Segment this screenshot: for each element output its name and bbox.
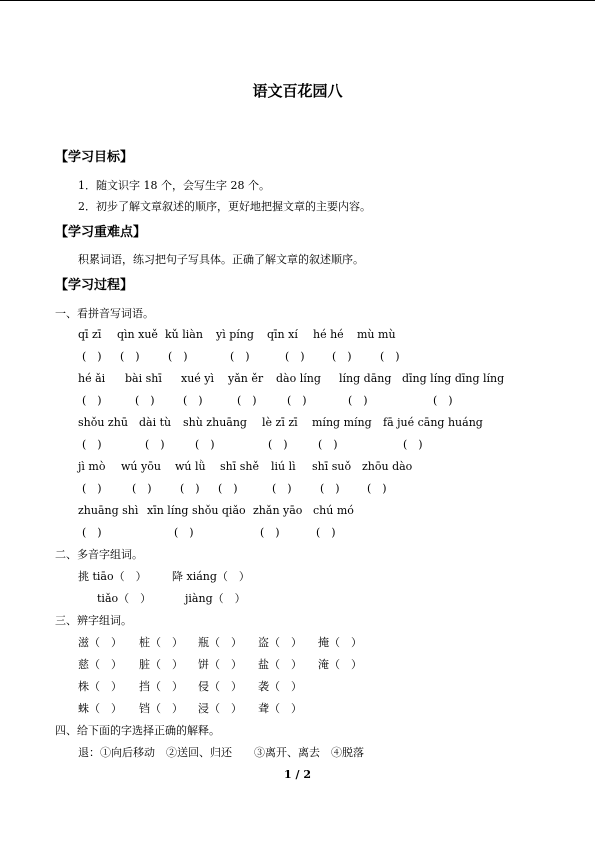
polyphone-tiao3: tiǎo（ ） xyxy=(97,592,152,605)
pinyin: shù zhuāng xyxy=(183,416,247,429)
answer-blank[interactable]: ( ) xyxy=(82,482,102,495)
pinyin: shī suǒ xyxy=(312,460,352,473)
page-title: 语文百花园八 xyxy=(252,82,343,100)
q3-heading: 三、辨字组词。 xyxy=(55,614,132,627)
answer-blank[interactable]: ( ) xyxy=(82,394,102,407)
pinyin: jì mò xyxy=(78,460,106,473)
char-item: 袭（ ） xyxy=(258,680,302,693)
pinyin: shī shě xyxy=(220,460,259,473)
answer-blank[interactable]: ( ) xyxy=(318,438,338,451)
pinyin: fā jué cāng huáng xyxy=(383,416,483,429)
pinyin: zhǎn yāo xyxy=(253,504,303,517)
char-item: 掩（ ） xyxy=(318,636,362,649)
char-item: 盗（ ） xyxy=(258,636,302,649)
answer-blank[interactable]: ( ) xyxy=(230,350,250,363)
page-number: 1 / 2 xyxy=(284,768,311,781)
char-item: 慈（ ） xyxy=(78,658,122,671)
pinyin: dīng líng dīng líng xyxy=(402,372,505,385)
answer-blank[interactable]: ( ) xyxy=(380,350,400,363)
q4-definitions: 退：①向后移动 ②送回、归还 ③离开、离去 ④脱落 xyxy=(78,746,364,759)
char-item: 株（ ） xyxy=(78,680,122,693)
char-item: 淹（ ） xyxy=(318,658,362,671)
answer-blank[interactable]: ( ) xyxy=(180,482,200,495)
pinyin: xué yì xyxy=(181,372,215,385)
pinyin: bài shī xyxy=(125,372,162,385)
pinyin: qìn xuě xyxy=(117,328,158,341)
answer-blank[interactable]: ( ) xyxy=(195,438,215,451)
answer-blank[interactable]: ( ) xyxy=(433,394,453,407)
pinyin: lè zī zī xyxy=(262,416,298,429)
char-item: 蛛（ ） xyxy=(78,702,122,715)
pinyin: xīn líng shǒu qiǎo xyxy=(147,504,246,517)
polyphone-jiang: jiàng（ ） xyxy=(185,592,246,605)
pinyin: mù mù xyxy=(357,328,396,341)
answer-blank[interactable]: ( ) xyxy=(316,526,336,539)
answer-blank[interactable]: ( ) xyxy=(320,482,340,495)
answer-blank[interactable]: ( ) xyxy=(82,350,102,363)
pinyin: qīn xí xyxy=(267,328,298,341)
answer-blank[interactable]: ( ) xyxy=(272,482,292,495)
answer-blank[interactable]: ( ) xyxy=(237,394,257,407)
section-key-points: 【学习重难点】 xyxy=(55,225,147,240)
answer-blank[interactable]: ( ) xyxy=(183,394,203,407)
pinyin: kǔ liàn xyxy=(165,328,203,341)
pinyin: wú lǜ xyxy=(175,460,206,473)
char-item: 盐（ ） xyxy=(258,658,302,671)
answer-blank[interactable]: ( ) xyxy=(120,350,140,363)
pinyin: chú mó xyxy=(313,504,354,517)
answer-blank[interactable]: ( ) xyxy=(287,394,307,407)
section-goals: 【学习目标】 xyxy=(55,150,134,165)
polyphone-tiao: 挑 tiāo（ ） xyxy=(78,570,147,583)
answer-blank[interactable]: ( ) xyxy=(348,394,368,407)
pinyin: zhuāng shì xyxy=(78,504,139,517)
pinyin: hé ǎi xyxy=(78,372,106,385)
pinyin: shǒu zhū xyxy=(78,416,128,429)
answer-blank[interactable]: ( ) xyxy=(218,482,238,495)
pinyin: wú yōu xyxy=(121,460,161,473)
char-item: 铛（ ） xyxy=(139,702,183,715)
section-process: 【学习过程】 xyxy=(55,278,134,293)
answer-blank[interactable]: ( ) xyxy=(132,482,152,495)
q4-heading: 四、给下面的字选择正确的解释。 xyxy=(55,724,220,737)
pinyin: líng dāng xyxy=(339,372,392,385)
pinyin: dào líng xyxy=(276,372,321,385)
char-item: 挡（ ） xyxy=(139,680,183,693)
key-points-text: 积累词语，练习把句子写具体。正确了解文章的叙述顺序。 xyxy=(78,253,364,266)
pinyin: zhōu dào xyxy=(362,460,413,473)
char-item: 饼（ ） xyxy=(198,658,242,671)
answer-blank[interactable]: ( ) xyxy=(82,526,102,539)
pinyin: hé hé xyxy=(313,328,344,341)
answer-blank[interactable]: ( ) xyxy=(174,526,194,539)
answer-blank[interactable]: ( ) xyxy=(285,350,305,363)
answer-blank[interactable]: ( ) xyxy=(403,438,423,451)
q2-heading: 二、多音字组词。 xyxy=(55,548,143,561)
answer-blank[interactable]: ( ) xyxy=(260,526,280,539)
top-border xyxy=(0,0,595,1)
pinyin: dài tù xyxy=(139,416,172,429)
char-item: 侵（ ） xyxy=(198,680,242,693)
char-item: 滋（ ） xyxy=(78,636,122,649)
goal-2: 2．初步了解文章叙述的顺序，更好地把握文章的主要内容。 xyxy=(78,200,371,213)
char-item: 聋（ ） xyxy=(258,702,302,715)
char-item: 桩（ ） xyxy=(139,636,183,649)
polyphone-xiang: 降 xiáng（ ） xyxy=(172,570,250,583)
answer-blank[interactable]: ( ) xyxy=(82,438,102,451)
answer-blank[interactable]: ( ) xyxy=(135,394,155,407)
answer-blank[interactable]: ( ) xyxy=(367,482,387,495)
pinyin: yì píng xyxy=(216,328,254,341)
char-item: 瓶（ ） xyxy=(198,636,242,649)
answer-blank[interactable]: ( ) xyxy=(268,438,288,451)
pinyin: qī zī xyxy=(78,328,102,341)
answer-blank[interactable]: ( ) xyxy=(168,350,188,363)
goal-1: 1．随文识字 18 个，会写生字 28 个。 xyxy=(78,179,270,192)
q1-heading: 一、看拼音写词语。 xyxy=(55,307,154,320)
pinyin: míng míng xyxy=(312,416,372,429)
pinyin: liú lì xyxy=(271,460,296,473)
pinyin: yǎn ěr xyxy=(228,372,264,385)
char-item: 浸（ ） xyxy=(198,702,242,715)
answer-blank[interactable]: ( ) xyxy=(332,350,352,363)
answer-blank[interactable]: ( ) xyxy=(145,438,165,451)
char-item: 脏（ ） xyxy=(139,658,183,671)
